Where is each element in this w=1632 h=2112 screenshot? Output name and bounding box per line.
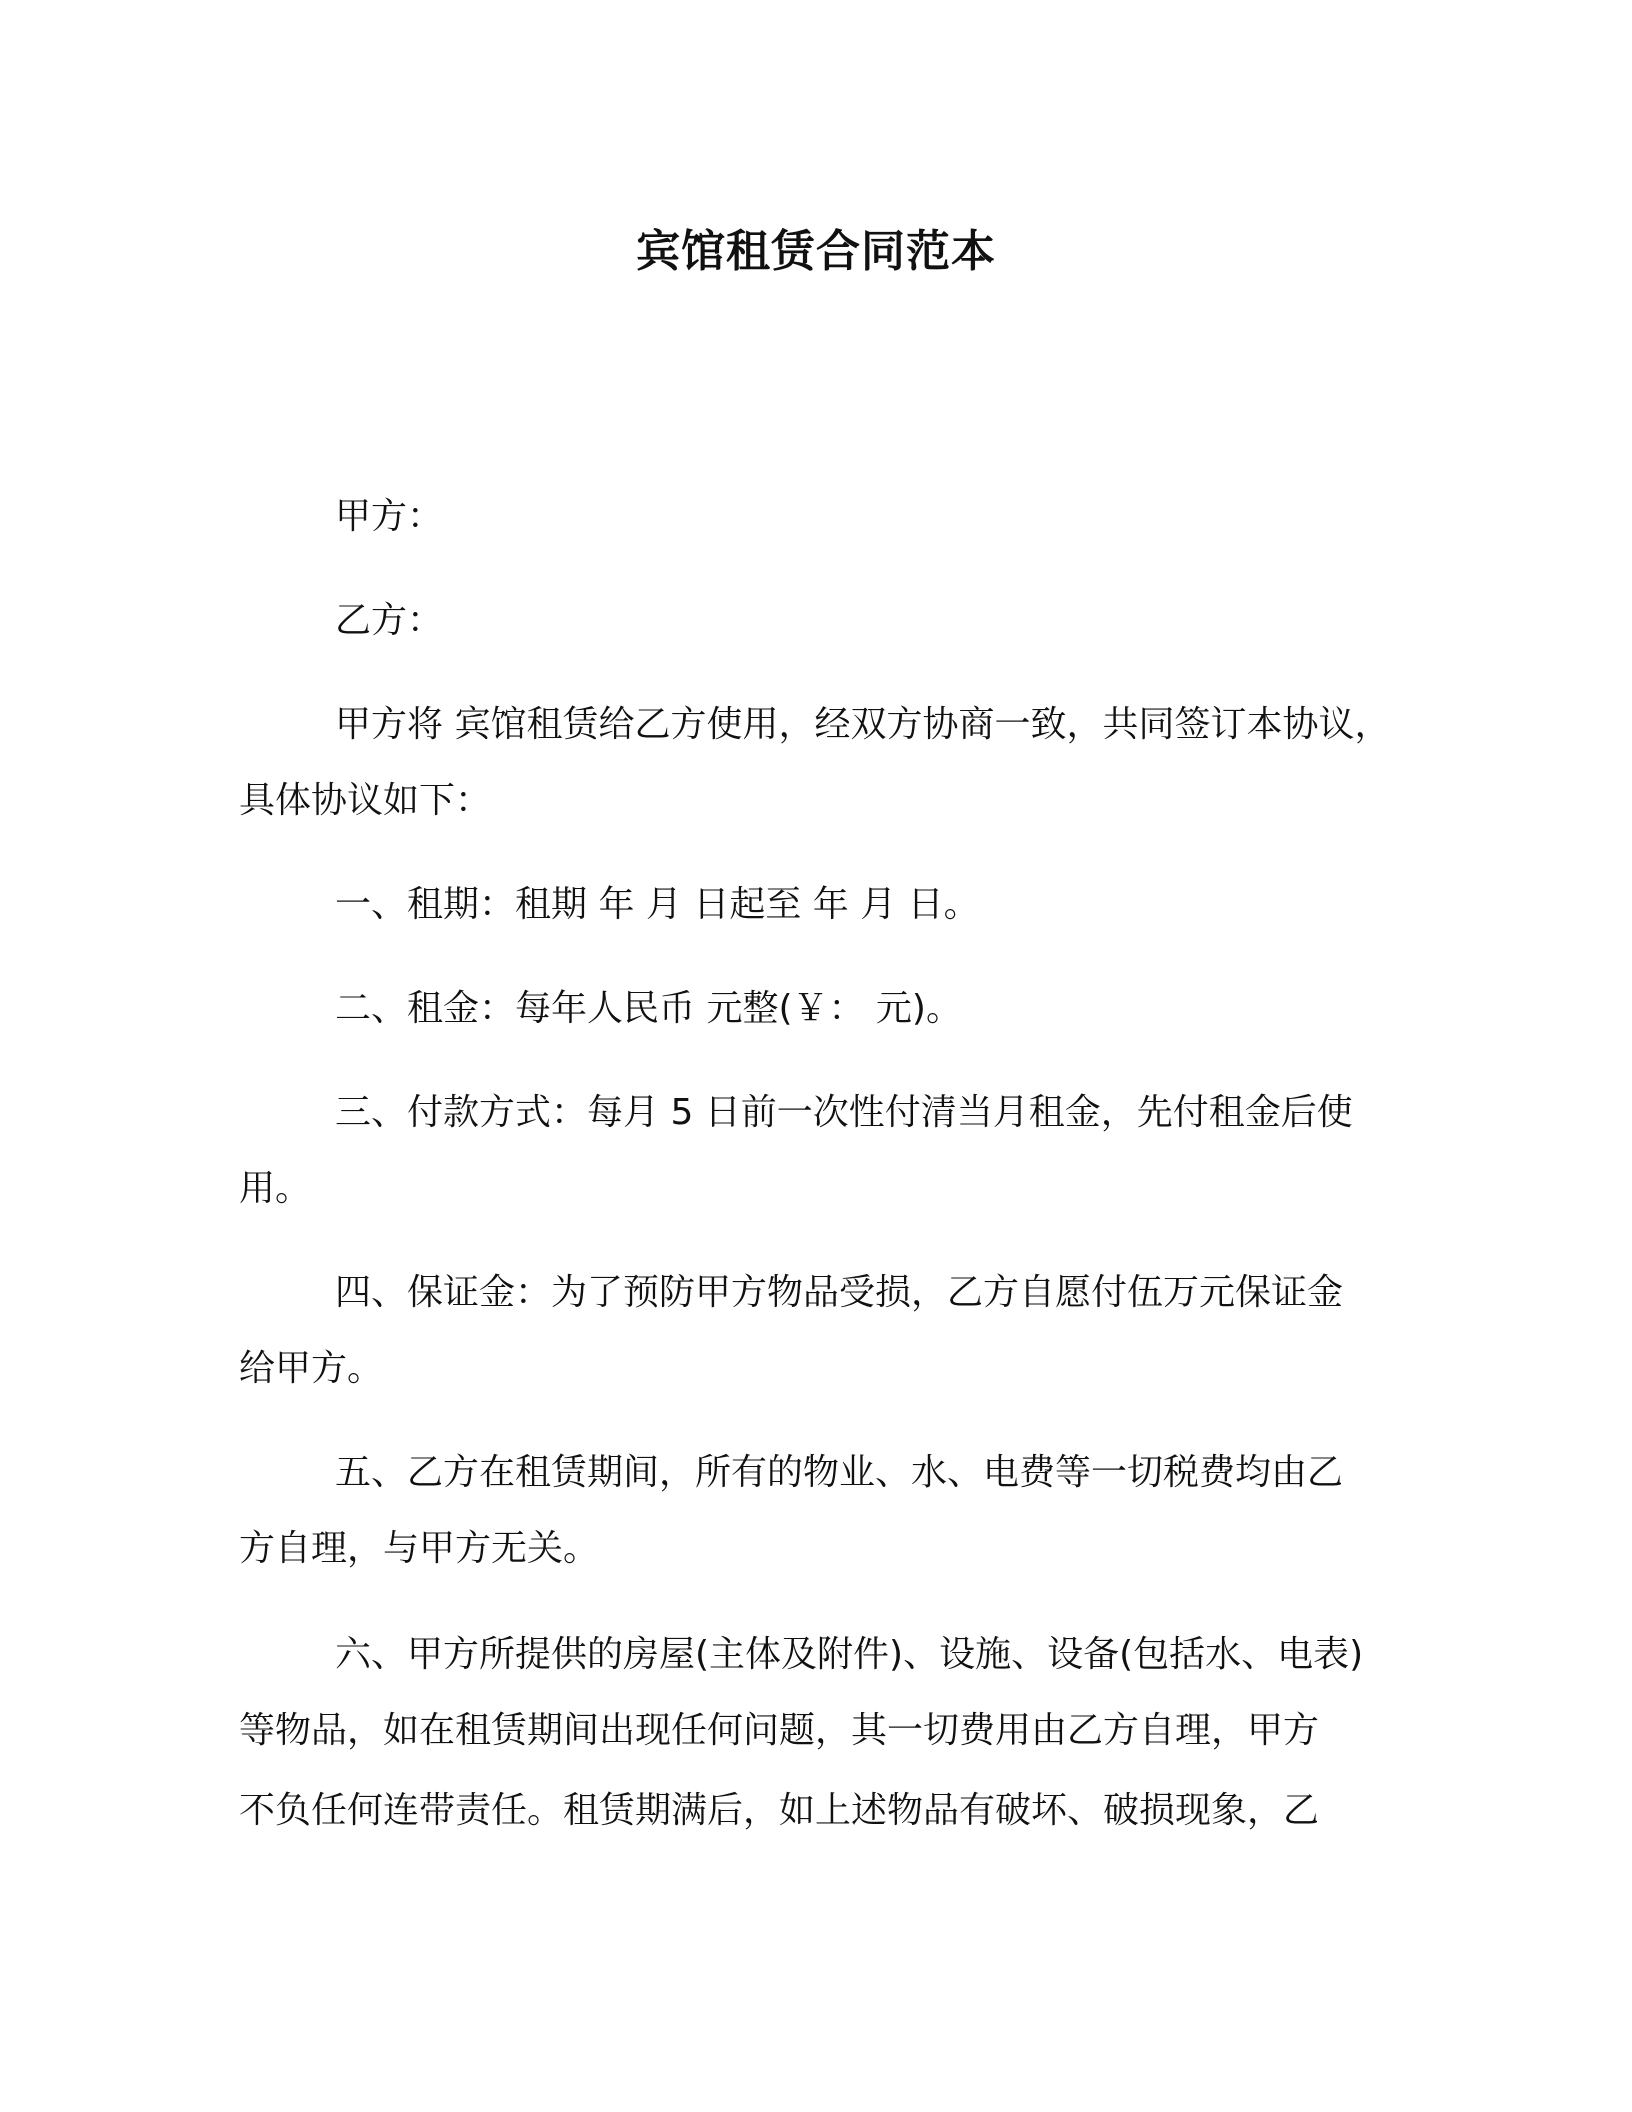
- party-b-line: 乙方：: [335, 600, 444, 641]
- clause-2-line: 二、租金：每年人民币 元整(￥： 元)。: [335, 988, 962, 1029]
- party-a-line: 甲方：: [335, 496, 444, 537]
- document-title: 宾馆租赁合同范本: [636, 226, 996, 277]
- clause-6-line-3: 不负任何连带责任。租赁期满后，如上述物品有破坏、破损现象，乙: [239, 1790, 1320, 1831]
- clause-6-line-1: 六、甲方所提供的房屋(主体及附件)、设施、设备(包括水、电表): [335, 1634, 1364, 1675]
- clause-5-line-1: 五、乙方在租赁期间，所有的物业、水、电费等一切税费均由乙: [335, 1452, 1344, 1493]
- clause-5-line-2: 方自理，与甲方无关。: [239, 1528, 600, 1569]
- clause-3-line-2: 用。: [239, 1168, 312, 1209]
- clause-6-line-2: 等物品，如在租赁期间出现任何问题，其一切费用由乙方自理，甲方: [239, 1710, 1320, 1751]
- clause-1-line: 一、租期：租期 年 月 日起至 年 月 日。: [335, 884, 980, 925]
- clause-4-line-2: 给甲方。: [239, 1348, 384, 1389]
- clause-3-line-1: 三、付款方式：每月 5 日前一次性付清当月租金，先付租金后使: [335, 1092, 1353, 1133]
- intro-line-1: 甲方将 宾馆租赁给乙方使用，经双方协商一致，共同签订本协议，: [335, 704, 1391, 745]
- intro-line-2: 具体协议如下：: [239, 780, 492, 821]
- clause-4-line-1: 四、保证金：为了预防甲方物品受损，乙方自愿付伍万元保证金: [335, 1272, 1344, 1313]
